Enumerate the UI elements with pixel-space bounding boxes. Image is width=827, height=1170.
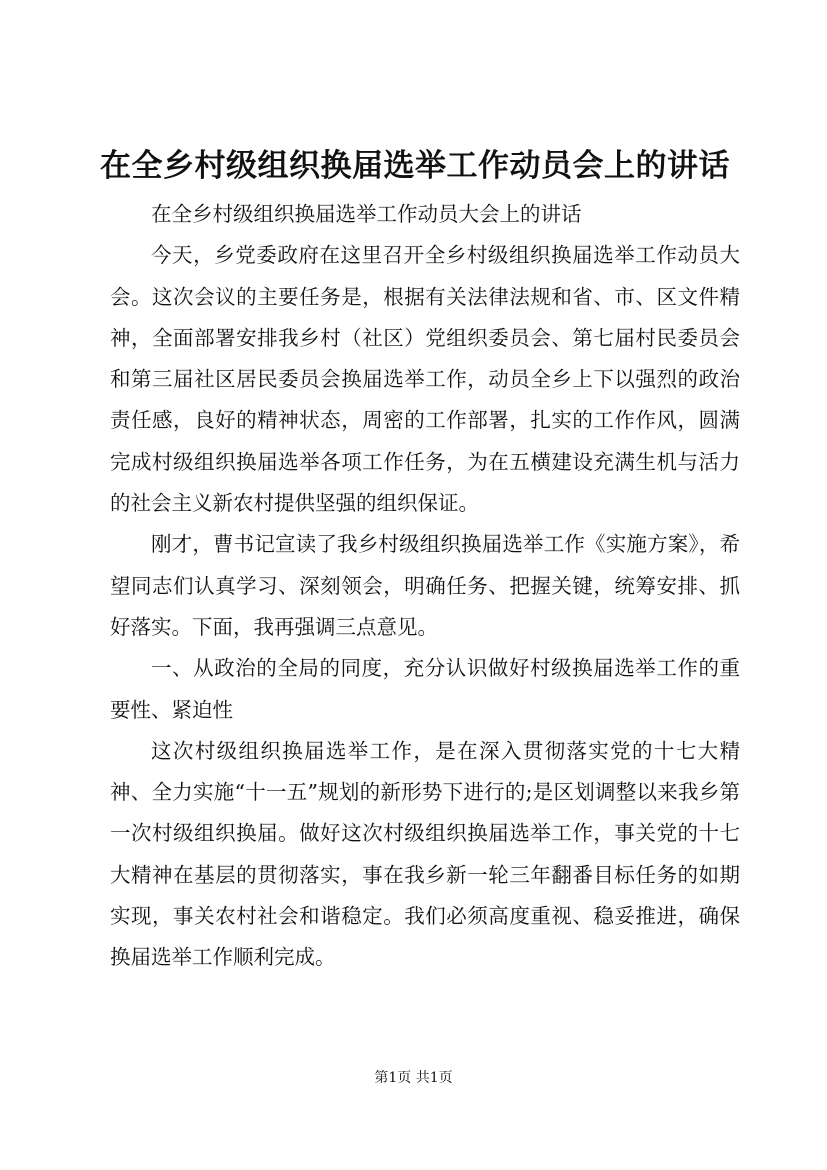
subtitle-paragraph: 在全乡村级组织换届选举工作动员大会上的讲话 — [151, 202, 582, 226]
opening-paragraph: 今天，乡党委政府在这里召开全乡村级组织换届选举工作动员大会。这次会议的主要任务是，根据有关法律法规和省、市、区文件精神，全面部署安排我乡村（社区）党组织委员会、第七届村民委员会和第三届社区居民委员会换届选举工作，动员全乡上下以强烈的政治责任感，良好的精神状态，周密的工作部署，扎实的工作作风，圆满完成村级组织换届选举各项工作任务，为在五横建设充满生机与活力的社会主义新农村提供坚强的组织保证。 — [110, 243, 740, 516]
importance-paragraph: 这次村级组织换届选举工作，是在深入贯彻落实党的十七大精神、全力实施“十一五”规划的新形势下进行的;是区划调整以来我乡第一次村级组织换届。做好这次村级组织换届选举工作，事关党的十七大精神在基层的贯彻落实，事在我乡新一轮三年翻番目标任务的如期实现，事关农村社会和谐稳定。我们必须高度重视、稳妥推进，确保换届选举工作顺利完成。 — [110, 738, 740, 970]
implementation-plan-paragraph: 刚才，曹书记宣读了我乡村级组织换届选举工作《实施方案》，希望同志们认真学习、深刻领会，明确任务、把握关键，统筹安排、抓好落实。下面，我再强调三点意见。 — [110, 532, 740, 639]
document-body — [110, 194, 740, 979]
section-heading-one: 一、从政治的全局的同度，充分认识做好村级换届选举工作的重要性、紧迫性 — [110, 656, 740, 722]
document-title: 在全乡村级组织换届选举工作动员会上的讲话 — [100, 148, 730, 184]
page-footer: 第1页 共1页 — [374, 1070, 453, 1086]
